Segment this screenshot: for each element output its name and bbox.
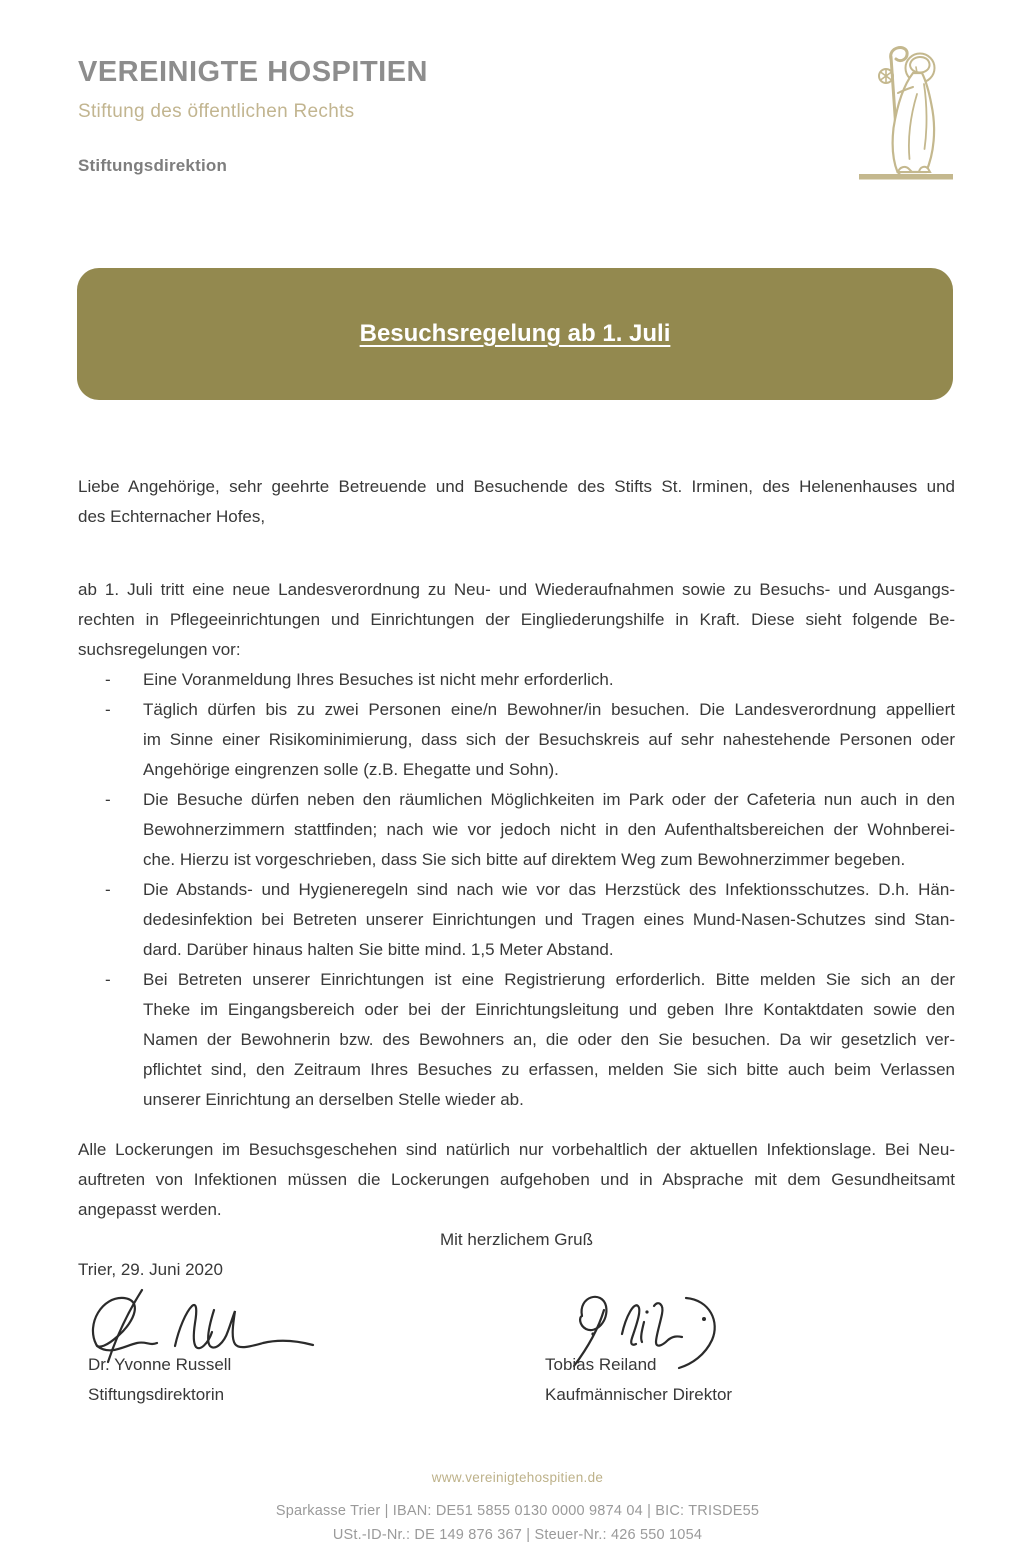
text-line: unserer Einrichtung an derselben Stelle wieder ab. [143,1090,524,1109]
text-line: auftreten von Infektionen müssen die Lockerungen aufgehoben und in Absprache mit dem Gesundheitsamt [78,1170,955,1189]
text-line: Namen der Bewohnerin bzw. des Bewohners an, die oder den Sie besuchen. Da wir gesetzlich ver- [143,1030,955,1049]
signatory-name: Dr. Yvonne Russell [88,1355,232,1374]
text-line: des Echternacher Hofes, [78,507,266,526]
text-line: angepasst werden. [78,1200,222,1219]
text-line: rechten in Pflegeeinrichtungen und Einrichtungen der Eingliederungshilfe in Kraft. Diese sieht folgende Be- [78,610,955,629]
list-item-text [143,875,955,965]
signatory-right [545,1350,732,1410]
list-item [78,695,955,785]
signatory-name: Tobias Reiland [545,1355,657,1374]
text-line: ab 1. Juli tritt eine neue Landesverordnung zu Neu- und Wiederaufnahmen sowie zu Besuchs- und Ausgangs- [78,580,955,599]
text-line: Theke im Eingangsbereich oder bei der Einrichtungsleitung und geben Ihre Kontaktdaten sowie den [143,1000,955,1019]
footer-tax-details: USt.-ID-Nr.: DE 149 876 367 | Steuer-Nr.: 426 550 1054 [332,1527,703,1543]
document-title: Besuchsregelung ab 1. Juli [359,320,671,347]
dash-marker: - [105,970,111,989]
list-item [78,785,955,875]
footer-bank-details: Sparkasse Trier | IBAN: DE51 5855 0130 0000 9874 04 | BIC: TRISDE55 [275,1503,760,1519]
dash-marker: - [105,880,111,899]
text-line: dedesinfektion bei Betreten unserer Einrichtungen und Tragen eines Mund-Nasen-Schutzes sind Stan- [143,910,955,929]
signatory-left [88,1350,231,1410]
intro-paragraph [78,575,955,665]
list-item-text [143,665,955,695]
text-line: Die Besuche dürfen neben den räumlichen Möglichkeiten im Park oder der Cafeteria nun auch in den [143,790,955,809]
text-line: Die Abstands- und Hygieneregeln sind nach wie vor das Herzstück des Infektionsschutzes. D.h. Hän- [143,880,955,899]
dash-marker: - [105,790,111,809]
text-line: dard. Darüber hinaus halten Sie bitte mind. 1,5 Meter Abstand. [143,940,614,959]
text-line: Alle Lockerungen im Besuchsgeschehen sind natürlich nur vorbehaltlich der aktuellen Infektionslage. Bei Neu- [78,1140,955,1159]
dash-marker: - [105,700,111,719]
dash-marker: - [105,670,111,689]
title-banner [77,268,953,400]
text-line: Bewohnerzimmern stattfinden; nach wie vor jedoch nicht in den Aufenthaltsbereichen der Wohnberei- [143,820,955,839]
salutation [78,472,955,532]
list-item [78,875,955,965]
text-line: Liebe Angehörige, sehr geehrte Betreuende und Besuchende des Stifts St. Irminen, des Helenenhauses und [78,477,955,496]
regards-line: Mit herzlichem Gruß [439,1230,594,1249]
list-item-text [143,695,955,785]
list-item-text [143,785,955,875]
letter-body [78,472,955,1285]
text-line: Eine Voranmeldung Ihres Besuches ist nicht mehr erforderlich. [143,670,614,689]
signatory-title: Stiftungsdirektorin [88,1385,225,1404]
brand-title: VEREINIGTE HOSPITIEN [78,56,428,88]
text-line: che. Hierzu ist vorgeschrieben, dass Sie sich bitte auf direktem Weg zum Bewohnerzimmer begeben. [143,850,906,869]
pilgrim-with-staff-icon [856,42,958,182]
list-item-text [143,965,955,1115]
text-line: pflichtet sind, den Zeitraum Ihres Besuches zu erfassen, melden Sie sich bitte auch beim Verlassen [143,1060,955,1079]
text-line: im Sinne einer Risikominimierung, dass sich der Besuchskreis auf sehr nahestehende Personen oder [143,730,955,749]
list-item [78,965,955,1115]
signatory-title: Kaufmännischer Direktor [545,1385,733,1404]
text-line: Täglich dürfen bis zu zwei Personen eine/n Bewohner/in besuchen. Die Landesverordnung appelliert [143,700,955,719]
list-item [78,665,955,695]
brand-subtitle: Stiftung des öffentlichen Rechts [78,101,355,122]
department-label: Stiftungsdirektion [78,156,228,175]
closing-paragraph [78,1135,955,1225]
date-line: Trier, 29. Juni 2020 [78,1260,223,1279]
text-line: suchsregelungen vor: [78,640,241,659]
footer-website: www.vereinigtehospitien.de [431,1470,604,1485]
text-line: Angehörige eingrenzen solle (z.B. Ehegatte und Sohn). [143,760,559,779]
text-line: Bei Betreten unserer Einrichtungen ist eine Registrierung erforderlich. Bitte melden Sie sich an der [143,970,955,989]
